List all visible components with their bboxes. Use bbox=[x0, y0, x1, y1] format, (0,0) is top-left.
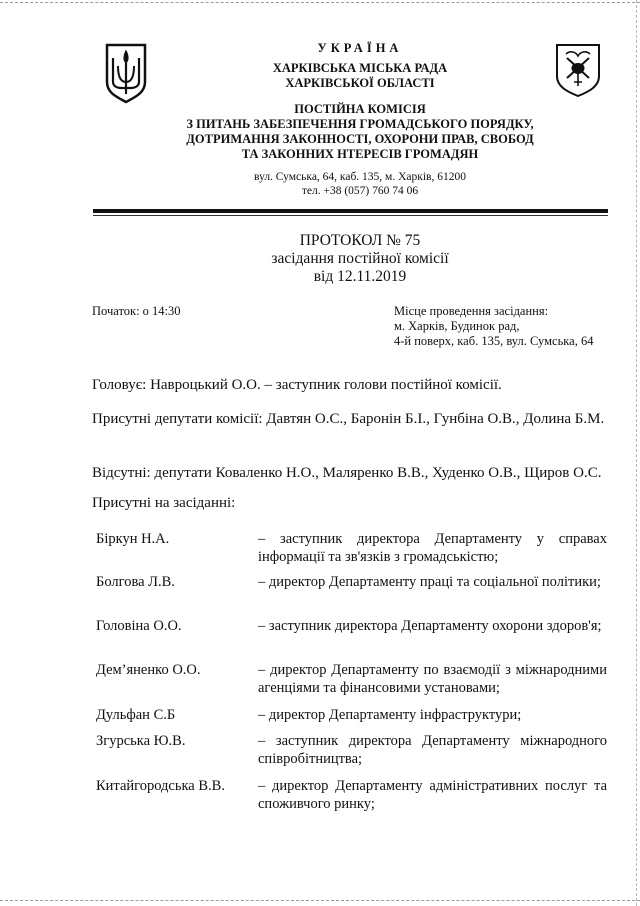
header-committee-line: ПОСТІЙНА КОМІСІЯ bbox=[294, 102, 426, 116]
attendee-role: – директор Департаменту адміністративних послуг та споживчого ринку; bbox=[258, 778, 607, 812]
attendee-role: – заступник директора Департаменту міжнародного співробітництва; bbox=[258, 733, 607, 767]
attendee-role: – директор Департаменту праці та соціальної політики; bbox=[258, 574, 601, 590]
ukraine-coat-of-arms-icon bbox=[104, 42, 148, 104]
meeting-start: Початок: о 14:30 bbox=[92, 304, 181, 318]
header-committee-line: ТА ЗАКОННИХ НТЕРЕСІВ ГРОМАДЯН bbox=[241, 147, 479, 161]
header-country: УКРАЇНА bbox=[317, 41, 403, 55]
attendee-name: Біркун Н.А. bbox=[96, 531, 170, 547]
attendee-name: Дем’яненко О.О. bbox=[96, 662, 201, 678]
attendee-role: – директор Департаменту по взаємодії з міжнародними агенціями та фінансовими установами; bbox=[258, 662, 607, 696]
protocol-title: ПРОТОКОЛ № 75 bbox=[299, 232, 421, 249]
attendee-role: – заступник директора Департаменту охорони здоров'я; bbox=[258, 618, 602, 634]
scan-edge-right bbox=[636, 0, 637, 906]
attendee-name: Китайгородська В.В. bbox=[96, 778, 225, 794]
header-address: вул. Сумська, 64, каб. 135, м. Харків, 61200 bbox=[254, 171, 466, 183]
header-council bbox=[160, 61, 560, 91]
protocol-date: від 12.11.2019 bbox=[313, 268, 407, 285]
attendee-name: Згурська Ю.В. bbox=[96, 733, 186, 749]
attendee-name: Головіна О.О. bbox=[96, 618, 182, 634]
header-committee bbox=[160, 102, 560, 162]
absent-members-line: Відсутні: депутати Коваленко Н.О., Маляренко В.В., Худенко О.В., Щиров О.С. bbox=[92, 465, 602, 481]
attendees-heading: Присутні на засіданні: bbox=[92, 495, 236, 511]
header-phone: тел. +38 (057) 760 74 06 bbox=[301, 185, 419, 197]
header-divider-thin bbox=[93, 215, 608, 216]
venue-line: Місце проведення засідання: bbox=[394, 304, 549, 318]
kharkiv-coat-of-arms-icon bbox=[554, 42, 602, 98]
attendee-name: Болгова Л.В. bbox=[96, 574, 175, 590]
attendee-name: Дульфан С.Б bbox=[96, 707, 176, 723]
scan-edge-bottom bbox=[0, 900, 640, 901]
chair-line: Головує: Навроцький О.О. – заступник голови постійної комісії. bbox=[92, 377, 502, 393]
header-committee-line: ДОТРИМАННЯ ЗАКОННОСТІ, ОХОРОНИ ПРАВ, СВОБОД bbox=[186, 132, 534, 146]
attendee-role: – директор Департаменту інфраструктури; bbox=[258, 707, 522, 723]
scan-edge-top bbox=[0, 2, 640, 3]
venue-line: м. Харків, Будинок рад, bbox=[394, 319, 520, 333]
protocol-subtitle: засідання постійної комісії bbox=[271, 250, 449, 267]
venue-line: 4-й поверх, каб. 135, вул. Сумська, 64 bbox=[394, 334, 594, 348]
header-divider-thick bbox=[93, 209, 608, 213]
header-council-line: ХАРКІВСЬКОЇ ОБЛАСТІ bbox=[285, 76, 435, 90]
present-members-line: Присутні депутати комісії: Давтян О.С., Баронін Б.І., Гунбіна О.В., Долина Б.М. bbox=[92, 411, 605, 427]
attendee-role: – заступник директора Департаменту у справах інформації та зв'язків з громадськістю; bbox=[258, 531, 607, 565]
header-council-line: ХАРКІВСЬКА МІСЬКА РАДА bbox=[272, 61, 448, 75]
header-committee-line: З ПИТАНЬ ЗАБЕЗПЕЧЕННЯ ГРОМАДСЬКОГО ПОРЯДКУ, bbox=[186, 117, 534, 131]
